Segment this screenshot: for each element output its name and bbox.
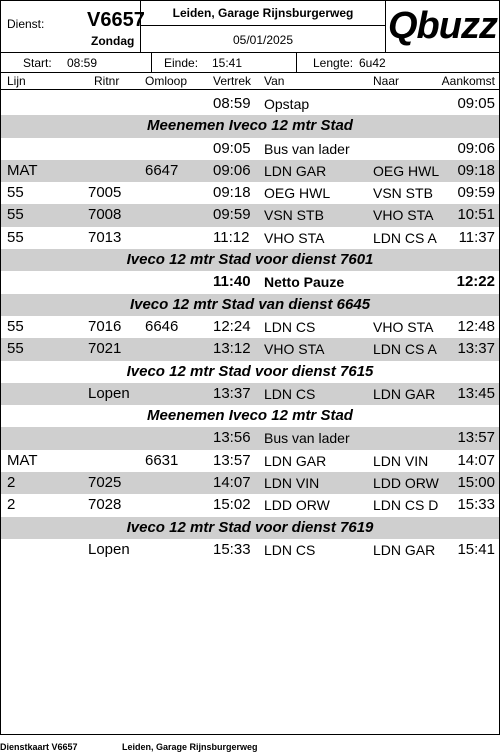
cell-vertrek: 09:05 [213, 139, 251, 157]
cell-aankomst: 13:37 [457, 340, 495, 358]
cell-omloop: 6646 [145, 317, 179, 335]
col-ritnr: Ritnr [94, 74, 120, 88]
cell-naar: VHO STA [373, 318, 434, 335]
cell-ritnr: Lopen [88, 384, 130, 402]
section-row: Iveco 12 mtr Stad van dienst 6645 [1, 294, 499, 316]
cell-aankomst: 15:33 [457, 496, 495, 514]
qbuzz-logo: Qbuzz [388, 5, 497, 47]
trip-row [1, 204, 499, 226]
trip-row [1, 539, 499, 561]
cell-aankomst: 14:07 [457, 451, 495, 469]
cell-aankomst: 11:37 [458, 228, 495, 246]
cell-lijn: 55 [7, 184, 24, 202]
cell-lijn: 55 [7, 228, 24, 246]
cell-vertrek: 09:59 [213, 206, 251, 224]
cell-naar: OEG HWL [373, 162, 440, 179]
cell-vertrek: 13:57 [213, 451, 251, 469]
schedule-rows [1, 93, 499, 561]
cell-lijn: 55 [7, 317, 24, 335]
trip-row [1, 316, 499, 338]
cell-van: Opstap [264, 96, 310, 112]
cell-aankomst: 09:05 [457, 95, 495, 112]
times-divider [151, 53, 152, 73]
cell-naar: LDN CS A [373, 229, 437, 246]
trip-row [1, 450, 499, 472]
cell-aankomst: 12:22 [456, 273, 495, 291]
cell-naar: LDN GAR [373, 541, 436, 558]
cell-vertrek: 14:07 [213, 474, 251, 492]
header-logo-block [386, 1, 499, 53]
cell-naar: LDN CS A [373, 341, 437, 358]
trip-row [1, 427, 499, 449]
cell-vertrek: 09:06 [213, 161, 251, 179]
cell-aankomst: 09:06 [457, 139, 495, 157]
trip-row [1, 182, 499, 204]
section-row: Iveco 12 mtr Stad voor dienst 7601 [1, 249, 499, 271]
col-van: Van [264, 74, 285, 88]
cell-vertrek: 13:37 [213, 384, 251, 402]
cell-van: LDN GAR [264, 452, 327, 469]
cell-lijn: MAT [7, 451, 38, 469]
trip-row [1, 160, 499, 182]
footer-dienstkaart: Dienstkaart V6657 [0, 742, 78, 752]
cell-ritnr: 7016 [88, 317, 122, 335]
section-row: Iveco 12 mtr Stad voor dienst 7619 [1, 517, 499, 539]
cell-naar: LDN GAR [373, 385, 436, 402]
cell-ritnr: 7025 [88, 474, 122, 492]
einde-label: Einde: [164, 56, 199, 70]
start-label: Start: [23, 56, 52, 70]
header-location-block [141, 1, 386, 53]
einde-time: 15:41 [212, 56, 243, 70]
cell-aankomst: 09:18 [457, 161, 495, 179]
cell-aankomst: 10:51 [457, 206, 495, 224]
cell-omloop: 6631 [145, 451, 179, 469]
cell-vertrek: 08:59 [213, 95, 251, 112]
cell-aankomst: 15:00 [457, 474, 495, 492]
cell-omloop: 6647 [145, 161, 179, 179]
cell-van: Bus van lader [264, 140, 350, 157]
cell-ritnr: 7013 [88, 228, 122, 246]
cell-lijn: 2 [7, 496, 16, 514]
cell-van: Netto Pauze [264, 274, 345, 291]
service-date: 05/01/2025 [232, 33, 294, 47]
cell-aankomst: 13:57 [457, 429, 495, 447]
cell-van: VSN STB [264, 207, 324, 224]
column-header [1, 73, 499, 90]
cell-vertrek: 12:24 [213, 317, 251, 335]
trip-row [1, 138, 499, 160]
times-divider [296, 53, 297, 73]
cell-van: LDD ORW [264, 497, 330, 514]
cell-aankomst: 09:59 [457, 184, 495, 202]
trip-row [1, 93, 499, 115]
lengte-label: Lengte: [313, 56, 354, 70]
cell-vertrek: 11:40 [213, 273, 251, 291]
cell-van: LDN CS [264, 385, 316, 402]
start-time: 08:59 [67, 56, 98, 70]
cell-van: VHO STA [264, 341, 325, 358]
section-row: Iveco 12 mtr Stad voor dienst 7615 [1, 361, 499, 383]
cell-naar: LDD ORW [373, 475, 439, 492]
cell-lijn: 55 [7, 340, 24, 358]
section-row: Meenemen Iveco 12 mtr Stad [1, 115, 499, 137]
col-omloop: Omloop [145, 74, 188, 88]
times-bar [1, 53, 499, 73]
cell-vertrek: 15:33 [213, 540, 251, 558]
trip-row [1, 338, 499, 360]
cell-ritnr: Lopen [88, 540, 130, 558]
cell-naar: LDN VIN [373, 452, 429, 469]
cell-ritnr: 7028 [88, 496, 122, 514]
cell-ritnr: 7005 [88, 184, 122, 202]
cell-aankomst: 12:48 [457, 317, 495, 335]
col-lijn: Lijn [7, 74, 26, 88]
cell-van: LDN GAR [264, 162, 327, 179]
cell-van: Bus van lader [264, 430, 350, 447]
cell-van: VHO STA [264, 229, 325, 246]
cell-van: LDN CS [264, 318, 316, 335]
trip-row [1, 227, 499, 249]
cell-vertrek: 11:12 [213, 228, 250, 246]
cell-vertrek: 13:12 [213, 340, 251, 358]
cell-vertrek: 09:18 [213, 184, 251, 202]
footer-location: Leiden, Garage Rijnsburgerweg [122, 742, 258, 752]
cell-van: OEG HWL [264, 185, 331, 202]
dienst-label: Dienst: [7, 17, 45, 31]
trip-row [1, 494, 499, 516]
col-naar: Naar [373, 74, 400, 88]
trip-row [1, 472, 499, 494]
cell-ritnr: 7021 [88, 340, 122, 358]
trip-row [1, 383, 499, 405]
lengte-value: 6u42 [359, 56, 386, 70]
cell-lijn: MAT [7, 161, 38, 179]
cell-naar: VHO STA [373, 207, 434, 224]
cell-naar: LDN CS D [373, 497, 439, 514]
footer [0, 740, 500, 754]
location-name: Leiden, Garage Rijnsburgerweg [141, 1, 385, 26]
section-row: Meenemen Iveco 12 mtr Stad [1, 405, 499, 427]
cell-van: LDN VIN [264, 475, 320, 492]
cell-vertrek: 13:56 [213, 429, 251, 447]
cell-lijn: 55 [7, 206, 24, 224]
cell-van: LDN CS [264, 541, 316, 558]
cell-naar: VSN STB [373, 185, 433, 202]
cell-aankomst: 15:41 [457, 540, 495, 558]
col-vertrek: Vertrek [213, 74, 252, 88]
pause-row [1, 271, 499, 293]
dienst-day: Zondag [91, 34, 135, 48]
cell-vertrek: 15:02 [213, 496, 251, 514]
col-aankomst: Aankomst [441, 74, 495, 88]
cell-ritnr: 7008 [88, 206, 122, 224]
cell-lijn: 2 [7, 474, 16, 492]
header-dienst-block [1, 1, 145, 53]
dienst-number: V6657 [87, 9, 145, 31]
cell-aankomst: 13:45 [457, 384, 495, 402]
header [1, 1, 499, 53]
